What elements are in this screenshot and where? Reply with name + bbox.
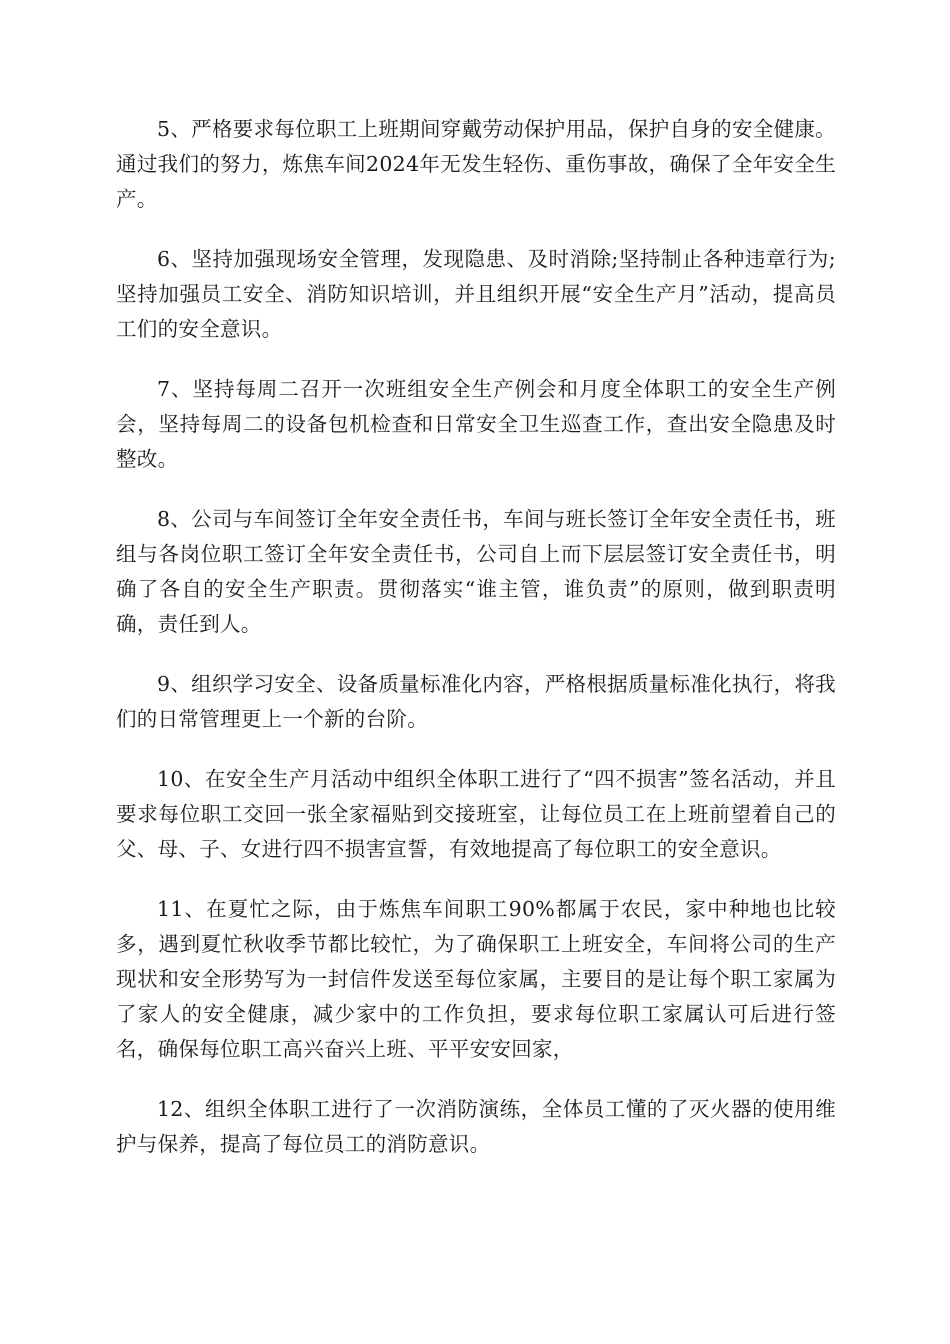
paragraph-10: 10、在安全生产月活动中组织全体职工进行了“四不损害”签名活动，并且要求每位职工交回一张全家福贴到交接班室，让每位员工在上班前望着自己的父、母、子、女进行四不损害宣誓，有效地提高了每位职工的安全意识。 bbox=[116, 767, 836, 861]
paragraph-9: 9、组织学习安全、设备质量标准化内容，严格根据质量标准化执行，将我们的日常管理更上一个新的台阶。 bbox=[116, 672, 836, 731]
document-body bbox=[116, 112, 836, 1187]
paragraph-12: 12、组织全体职工进行了一次消防演练，全体员工懂的了灭火器的使用维护与保养，提高了每位员工的消防意识。 bbox=[116, 1097, 836, 1156]
paragraph-8: 8、公司与车间签订全年安全责任书，车间与班长签订全年安全责任书，班组与各岗位职工签订全年安全责任书，公司自上而下层层签订安全责任书，明确了各自的安全生产职责。贯彻落实“谁主管，谁负责”的原则，做到职责明确，责任到人。 bbox=[116, 507, 836, 636]
paragraph-11: 11、在夏忙之际，由于炼焦车间职工90%都属于农民，家中种地也比较多，遇到夏忙秋收季节都比较忙，为了确保职工上班安全，车间将公司的生产现状和安全形势写为一封信件发送至每位家属，主要目的是让每个职工家属为了家人的安全健康，减少家中的工作负担，要求每位职工家属认可后进行签名，确保每位职工高兴奋兴上班、平平安安回家， bbox=[116, 897, 836, 1061]
paragraph-6: 6、坚持加强现场安全管理，发现隐患、及时消除;坚持制止各种违章行为;坚持加强员工安全、消防知识培训，并且组织开展“安全生产月”活动，提高员工们的安全意识。 bbox=[116, 247, 836, 341]
paragraph-7: 7、坚持每周二召开一次班组安全生产例会和月度全体职工的安全生产例会，坚持每周二的设备包机检查和日常安全卫生巡查工作，查出安全隐患及时整改。 bbox=[116, 377, 836, 471]
paragraph-5: 5、严格要求每位职工上班期间穿戴劳动保护用品，保护自身的安全健康。通过我们的努力，炼焦车间2024年无发生轻伤、重伤事故，确保了全年安全生产。 bbox=[116, 117, 836, 211]
